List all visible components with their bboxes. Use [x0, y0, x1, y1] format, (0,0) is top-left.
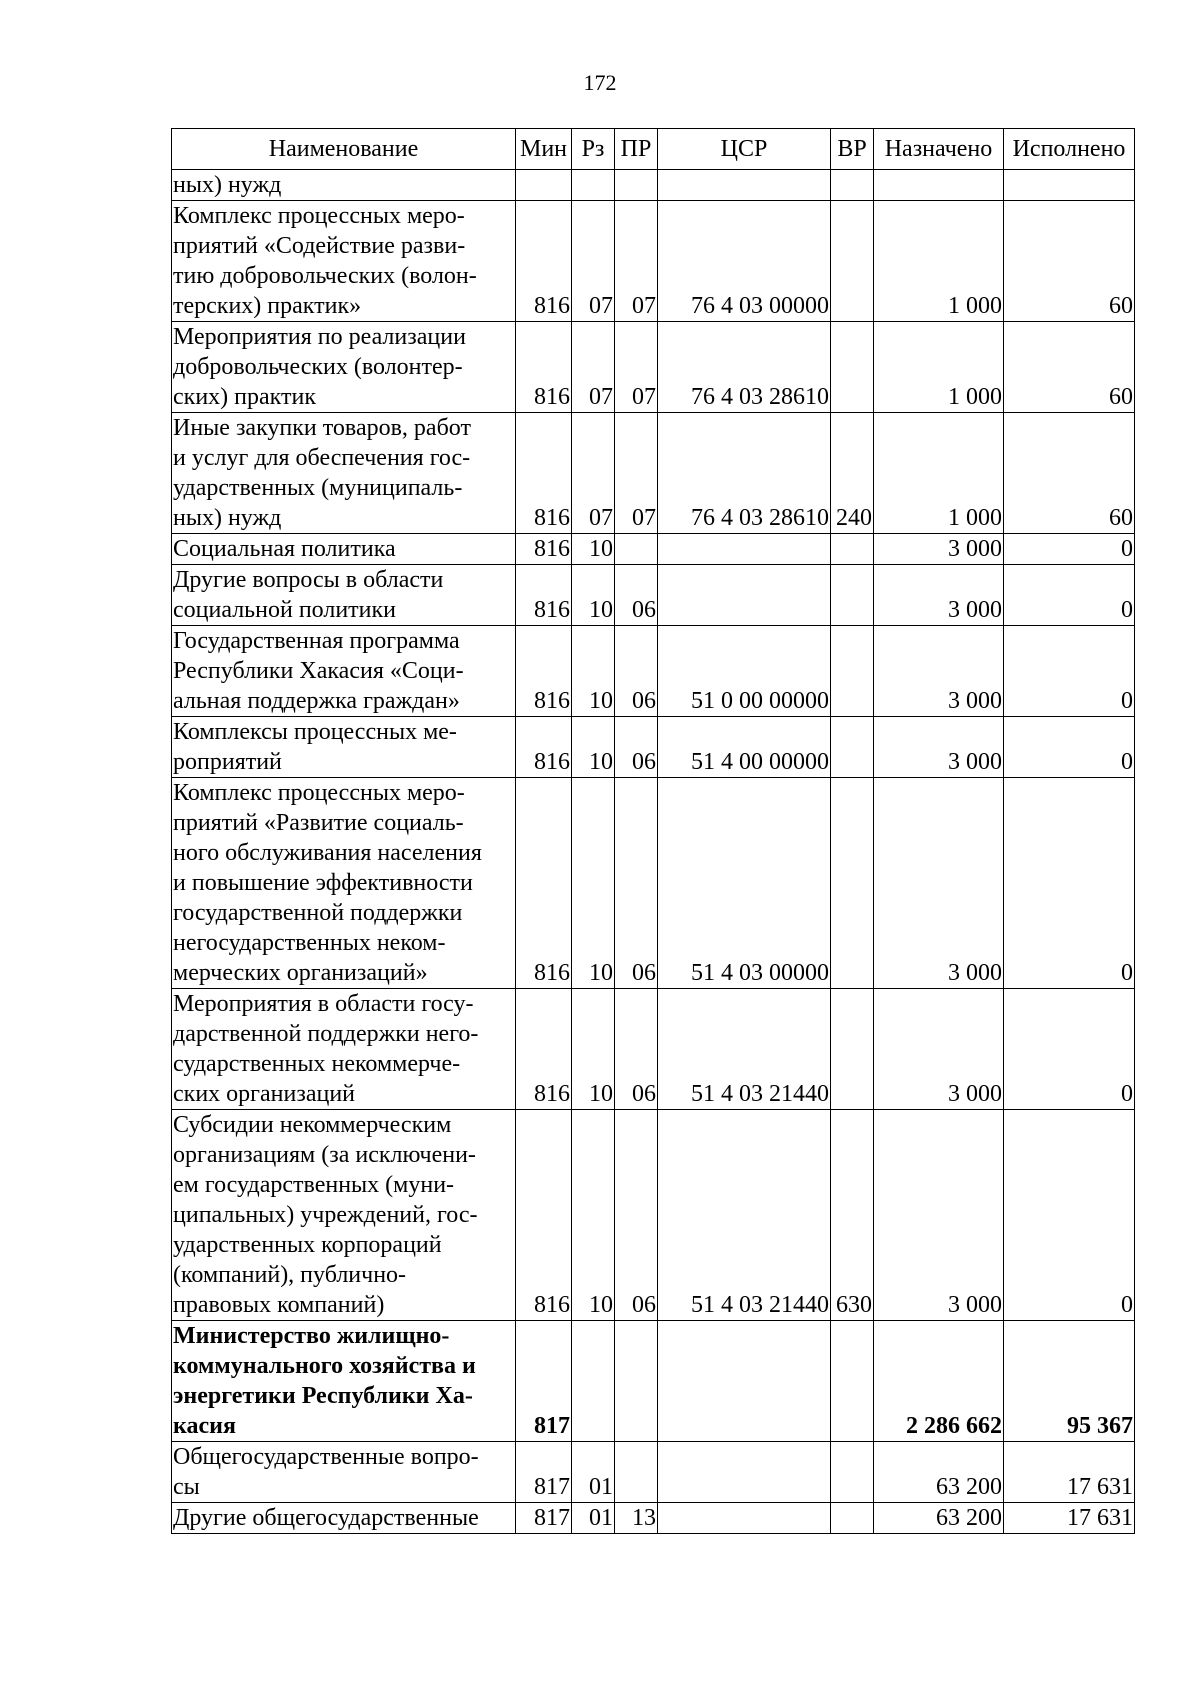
cell-pr — [615, 1442, 658, 1503]
cell-csr: 51 4 03 21440 — [658, 989, 831, 1110]
cell-assigned: 1 000 — [874, 322, 1004, 413]
cell-csr — [658, 565, 831, 626]
cell-csr: 51 4 03 00000 — [658, 778, 831, 989]
cell-vr: 630 — [831, 1110, 874, 1321]
table-row — [172, 201, 1135, 322]
cell-assigned: 3 000 — [874, 534, 1004, 565]
cell-name: Министерство жилищно- коммунального хозяйства и энергетики Республики Ха- касия — [172, 1321, 516, 1442]
cell-assigned: 1 000 — [874, 413, 1004, 534]
cell-rz — [572, 1321, 615, 1442]
cell-vr — [831, 565, 874, 626]
table-row — [172, 170, 1135, 201]
cell-assigned: 63 200 — [874, 1442, 1004, 1503]
cell-rz: 10 — [572, 989, 615, 1110]
table-row — [172, 322, 1135, 413]
header-pr: ПР — [615, 129, 658, 170]
cell-pr: 06 — [615, 565, 658, 626]
cell-pr: 06 — [615, 989, 658, 1110]
cell-name: Комплекс процессных меро- приятий «Развитие социаль- ного обслуживания населения и повышение эффективности государственной поддержки негосударственных неком- мерческих организаций» — [172, 778, 516, 989]
cell-name: Мероприятия по реализации добровольческих (волонтер- ских) практик — [172, 322, 516, 413]
cell-name: Субсидии некоммерческим организациям (за исключени- ем государственных (муни- ципальных) учреждений, гос- ударственных корпораций (компаний), публично- правовых компаний) — [172, 1110, 516, 1321]
cell-csr — [658, 1442, 831, 1503]
cell-vr — [831, 1321, 874, 1442]
cell-pr: 06 — [615, 717, 658, 778]
cell-name: Общегосударственные вопро- сы — [172, 1442, 516, 1503]
cell-name: Социальная политика — [172, 534, 516, 565]
cell-executed: 0 — [1004, 626, 1135, 717]
cell-assigned: 3 000 — [874, 1110, 1004, 1321]
cell-min: 816 — [516, 626, 572, 717]
cell-csr: 51 4 00 00000 — [658, 717, 831, 778]
cell-name: Государственная программа Республики Хакасия «Соци- альная поддержка граждан» — [172, 626, 516, 717]
cell-rz: 01 — [572, 1503, 615, 1534]
cell-min: 816 — [516, 565, 572, 626]
cell-min: 816 — [516, 534, 572, 565]
cell-executed: 95 367 — [1004, 1321, 1135, 1442]
cell-csr — [658, 1321, 831, 1442]
cell-min: 816 — [516, 717, 572, 778]
table-header-row — [172, 129, 1135, 170]
cell-executed: 0 — [1004, 1110, 1135, 1321]
budget-table — [171, 128, 1135, 1534]
cell-assigned: 63 200 — [874, 1503, 1004, 1534]
header-executed: Исполнено — [1004, 129, 1135, 170]
cell-pr — [615, 534, 658, 565]
header-vr: ВР — [831, 129, 874, 170]
cell-name: Другие общегосударственные — [172, 1503, 516, 1534]
cell-name: Комплексы процессных ме- роприятий — [172, 717, 516, 778]
cell-rz: 10 — [572, 565, 615, 626]
cell-vr — [831, 534, 874, 565]
cell-pr: 06 — [615, 1110, 658, 1321]
cell-vr — [831, 201, 874, 322]
cell-rz: 07 — [572, 322, 615, 413]
table-row — [172, 1503, 1135, 1534]
cell-min: 816 — [516, 413, 572, 534]
table-row — [172, 534, 1135, 565]
cell-pr — [615, 170, 658, 201]
table-row — [172, 1110, 1135, 1321]
cell-rz — [572, 170, 615, 201]
cell-name: Другие вопросы в области социальной политики — [172, 565, 516, 626]
page-number: 172 — [583, 70, 617, 95]
cell-min: 816 — [516, 201, 572, 322]
cell-executed: 0 — [1004, 989, 1135, 1110]
cell-csr: 51 4 03 21440 — [658, 1110, 831, 1321]
cell-vr — [831, 989, 874, 1110]
cell-rz: 10 — [572, 778, 615, 989]
cell-vr — [831, 170, 874, 201]
cell-name: Комплекс процессных меро- приятий «Содействие разви- тию добровольческих (волон- терских) практик» — [172, 201, 516, 322]
cell-executed: 0 — [1004, 778, 1135, 989]
cell-executed: 0 — [1004, 565, 1135, 626]
header-rz: Рз — [572, 129, 615, 170]
cell-csr: 76 4 03 00000 — [658, 201, 831, 322]
cell-pr: 07 — [615, 201, 658, 322]
cell-executed: 0 — [1004, 717, 1135, 778]
cell-rz: 10 — [572, 626, 615, 717]
cell-pr: 06 — [615, 626, 658, 717]
cell-csr: 76 4 03 28610 — [658, 322, 831, 413]
cell-pr: 13 — [615, 1503, 658, 1534]
cell-rz: 07 — [572, 413, 615, 534]
cell-csr — [658, 534, 831, 565]
cell-vr — [831, 778, 874, 989]
cell-executed: 17 631 — [1004, 1503, 1135, 1534]
cell-vr — [831, 626, 874, 717]
cell-vr — [831, 717, 874, 778]
cell-executed: 60 — [1004, 201, 1135, 322]
cell-csr: 76 4 03 28610 — [658, 413, 831, 534]
cell-assigned: 3 000 — [874, 989, 1004, 1110]
cell-min: 816 — [516, 1110, 572, 1321]
table-row — [172, 989, 1135, 1110]
cell-min: 816 — [516, 778, 572, 989]
cell-assigned: 3 000 — [874, 778, 1004, 989]
cell-name: ных) нужд — [172, 170, 516, 201]
cell-executed: 60 — [1004, 322, 1135, 413]
cell-executed: 0 — [1004, 534, 1135, 565]
header-min: Мин — [516, 129, 572, 170]
table-row — [172, 1442, 1135, 1503]
cell-pr: 07 — [615, 413, 658, 534]
cell-assigned — [874, 170, 1004, 201]
cell-vr — [831, 322, 874, 413]
cell-name: Иные закупки товаров, работ и услуг для обеспечения гос- ударственных (муниципаль- ных) нужд — [172, 413, 516, 534]
table-row — [172, 1321, 1135, 1442]
table-row — [172, 413, 1135, 534]
cell-assigned: 3 000 — [874, 717, 1004, 778]
table-body — [172, 170, 1135, 1534]
cell-assigned: 3 000 — [874, 565, 1004, 626]
cell-executed — [1004, 170, 1135, 201]
cell-rz: 01 — [572, 1442, 615, 1503]
cell-assigned: 3 000 — [874, 626, 1004, 717]
cell-pr — [615, 1321, 658, 1442]
cell-csr — [658, 1503, 831, 1534]
cell-vr — [831, 1442, 874, 1503]
cell-pr: 07 — [615, 322, 658, 413]
header-name: Наименование — [172, 129, 516, 170]
cell-min — [516, 170, 572, 201]
cell-vr: 240 — [831, 413, 874, 534]
cell-vr — [831, 1503, 874, 1534]
cell-csr — [658, 170, 831, 201]
cell-rz: 10 — [572, 717, 615, 778]
table-row — [172, 778, 1135, 989]
table-row — [172, 565, 1135, 626]
header-csr: ЦСР — [658, 129, 831, 170]
cell-min: 817 — [516, 1321, 572, 1442]
cell-min: 816 — [516, 989, 572, 1110]
header-assigned: Назначено — [874, 129, 1004, 170]
cell-rz: 10 — [572, 1110, 615, 1321]
table-row — [172, 717, 1135, 778]
cell-csr: 51 0 00 00000 — [658, 626, 831, 717]
cell-assigned: 2 286 662 — [874, 1321, 1004, 1442]
cell-min: 817 — [516, 1503, 572, 1534]
cell-executed: 17 631 — [1004, 1442, 1135, 1503]
cell-min: 817 — [516, 1442, 572, 1503]
cell-name: Мероприятия в области госу- дарственной поддержки него- сударственных некоммерче- ских организаций — [172, 989, 516, 1110]
table-row — [172, 626, 1135, 717]
cell-rz: 07 — [572, 201, 615, 322]
cell-assigned: 1 000 — [874, 201, 1004, 322]
cell-executed: 60 — [1004, 413, 1135, 534]
cell-min: 816 — [516, 322, 572, 413]
cell-pr: 06 — [615, 778, 658, 989]
cell-rz: 10 — [572, 534, 615, 565]
